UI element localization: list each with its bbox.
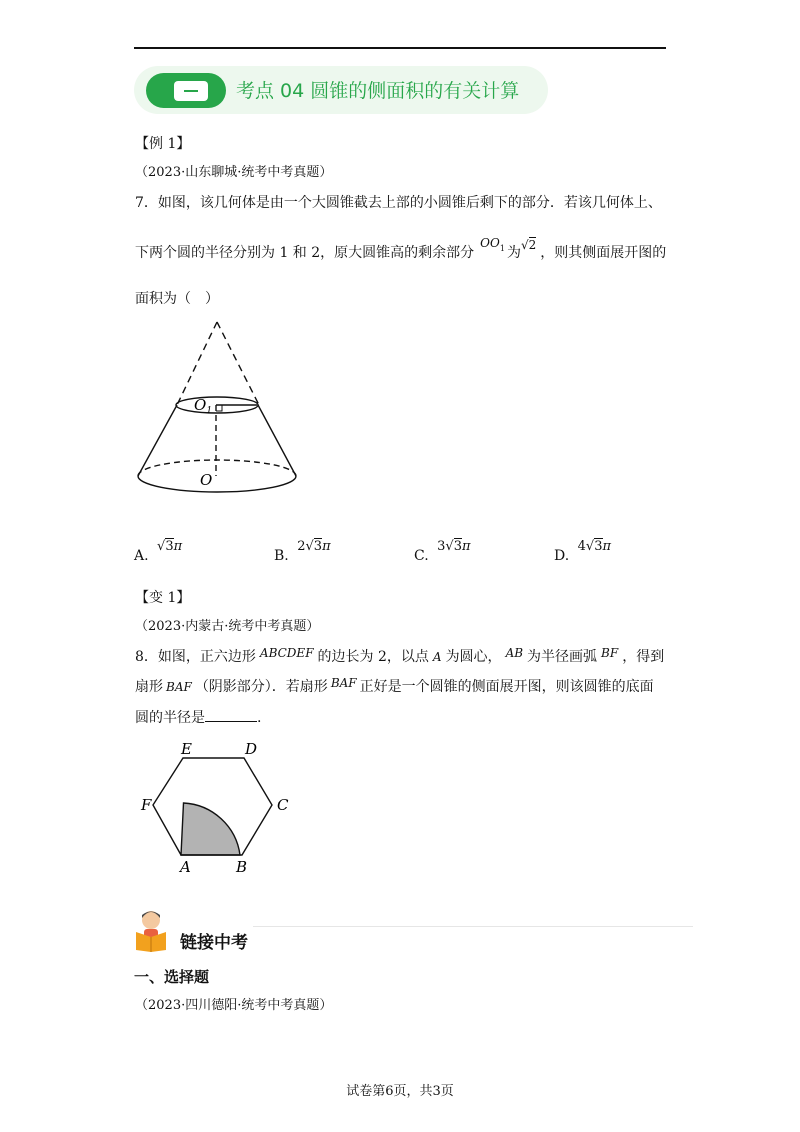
choice-d-value: 4√3π	[577, 539, 612, 554]
q8-text-b: 的边长为 2，以点	[317, 649, 429, 665]
cone-dashed-left	[177, 322, 217, 405]
variant-source: （2023·内蒙古·统考中考真题）	[135, 619, 320, 634]
question-8-line-1	[135, 647, 664, 667]
choice-c-rad: 3	[453, 539, 462, 554]
link-section-title: 链接中考	[180, 933, 248, 953]
link-section-rule	[253, 926, 693, 927]
choice-d[interactable]	[554, 539, 612, 564]
cone-dashed-right	[217, 322, 259, 405]
frustum-figure	[130, 318, 305, 500]
label-e: E	[181, 740, 192, 758]
q8-text-e: ，得到	[622, 649, 665, 665]
q7-text-b: 为	[506, 245, 521, 261]
label-o: O	[200, 471, 213, 489]
section-one-title: 一、选择题	[134, 968, 210, 986]
example-source: （2023·山东聊城·统考中考真题）	[135, 165, 333, 180]
label-f: F	[141, 796, 152, 814]
q8-line2-text-c: 正好是一个圆锥的侧面展开图，则该圆锥的底面	[359, 679, 654, 695]
choice-d-rad: 3	[594, 539, 603, 554]
q8-baf-symbol: BAF	[166, 680, 192, 694]
choice-c[interactable]	[414, 539, 471, 564]
q7-oo-text: OO	[480, 236, 500, 250]
q8-text-a: 8．如图，正六边形	[135, 649, 256, 665]
banner-number-dash	[184, 90, 198, 92]
choice-a-rad: 3	[165, 539, 174, 554]
q8-ab-symbol: AB	[505, 646, 524, 660]
q8-bf-symbol: BF	[601, 646, 619, 660]
q7-text-c: ，则其侧面展开图的	[540, 245, 667, 261]
question-7-line-2	[135, 236, 667, 269]
shaded-sector	[181, 803, 240, 855]
q8-hexagon-symbol: ABCDEF	[259, 646, 314, 660]
q7-sqrt2: √2	[520, 238, 537, 252]
q8-point-a-symbol: A	[432, 650, 442, 664]
label-d: D	[245, 740, 258, 758]
choice-c-coef: 3	[437, 539, 446, 554]
right-angle-mark	[216, 405, 222, 411]
choice-b-pi: π	[322, 539, 331, 554]
choice-d-letter: D.	[554, 548, 570, 564]
choice-b[interactable]	[274, 539, 331, 564]
question-7-line-3: 面积为（ ）	[135, 291, 219, 307]
variant-label: 【变 1】	[135, 590, 191, 606]
label-a: A	[180, 858, 191, 876]
choice-c-pi: π	[461, 539, 471, 554]
choice-a[interactable]	[134, 539, 183, 564]
bottom-circle-front	[138, 476, 296, 492]
choice-b-rad: 3	[313, 539, 323, 554]
q7-text-a: 下两个圆的半径分别为 1 和 2，原大圆锥高的剩余部分	[135, 245, 475, 261]
question-8-line-3	[135, 707, 261, 728]
label-c: C	[277, 796, 289, 814]
q8-text-c: 为圆心，	[445, 649, 502, 665]
question-8-line-2	[135, 677, 654, 697]
q7-oo-sub: 1	[499, 243, 505, 253]
bottom-circle-back	[138, 460, 296, 476]
choice-b-letter: B.	[274, 548, 289, 564]
label-b: B	[236, 858, 248, 876]
choice-b-coef: 2	[297, 539, 306, 554]
q8-line3-text: 圆的半径是	[135, 710, 205, 726]
student-reading-icon	[134, 908, 174, 952]
choice-d-pi: π	[602, 539, 612, 554]
q8-line2-text-b: （阴影部分）．若扇形	[194, 679, 328, 695]
page-footer: 试卷第6页，共3页	[346, 1084, 454, 1099]
banner-title: 考点 04 圆锥的侧面积的有关计算	[236, 80, 520, 102]
choice-b-value: 2√3π	[297, 539, 331, 554]
choice-a-pi: π	[173, 539, 183, 554]
answer-blank[interactable]	[205, 707, 257, 722]
choice-a-value: √3π	[157, 539, 183, 554]
header-rule	[134, 47, 666, 49]
choice-d-coef: 4	[577, 539, 586, 554]
question-7-line-1: 7．如图，该几何体是由一个大圆锥截去上部的小圆锥后剩下的部分．若该几何体上、	[135, 195, 662, 211]
q7-oo1-symbol	[480, 235, 505, 251]
choice-c-letter: C.	[414, 548, 429, 564]
choice-a-letter: A.	[134, 548, 149, 564]
q8-text-d: 为半径画弧	[527, 649, 598, 665]
q8-line3-period: .	[257, 710, 262, 726]
hexagon-figure	[138, 738, 298, 878]
example-label: 【例 1】	[135, 136, 191, 152]
choice-c-value: 3√3π	[437, 539, 471, 554]
label-o1: $O_1$	[194, 396, 213, 416]
q7-sqrt2-rad: 2	[528, 238, 537, 252]
section-one-source: （2023·四川德阳·统考中考真题）	[135, 998, 333, 1013]
q8-line2-text-a: 扇形	[135, 679, 163, 695]
q8-baf-symbol-2: BAF	[330, 676, 357, 690]
